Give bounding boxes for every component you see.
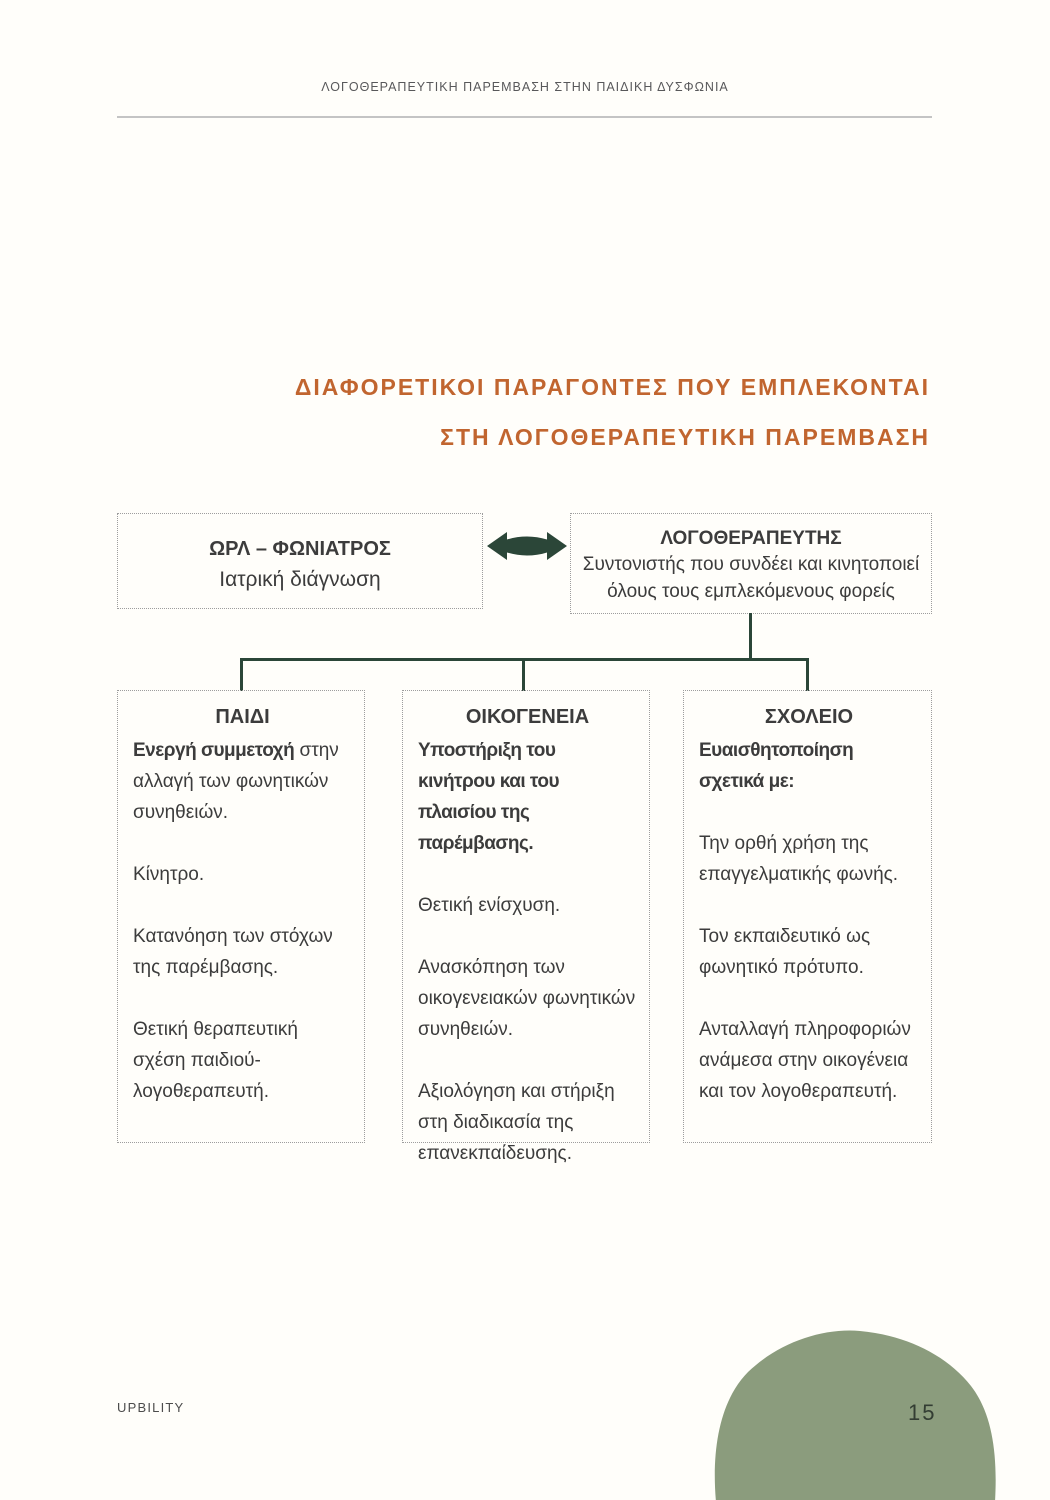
column-paragraph: Υποστήριξη του κινήτρου και του πλαισίου της παρέμβασης. bbox=[418, 740, 560, 854]
page-number: 15 bbox=[908, 1400, 937, 1425]
box-slt-subtitle: Συντονιστής που συνδέει και κινητοποιεί όλους τους εμπλεκόμενους φορείς bbox=[582, 554, 920, 602]
column-title-sxoleio: ΣΧΟΛΕΙΟ bbox=[764, 706, 854, 728]
connector-feeder-line bbox=[749, 613, 752, 660]
column-paragraph: Τον εκπαιδευτικό ως φωνητικό πρότυπο. bbox=[699, 926, 871, 978]
connector-drop-line-family bbox=[522, 658, 525, 691]
column-paragraph: Κίνητρο. bbox=[133, 864, 205, 885]
column-box-oikogeneia bbox=[402, 690, 650, 1164]
column-title-paidi: ΠΑΙΔΙ bbox=[215, 706, 270, 728]
box-orl-subtitle: Ιατρική διάγνωση bbox=[219, 568, 381, 591]
column-paragraph: Ενεργή συμμετοχή στην αλλαγή των φωνητικών συνηθειών. bbox=[133, 740, 339, 823]
chapter-title-line1: ΔΙΑΦΟΡΕΤΙΚΟΙ ΠΑΡΑΓΟΝΤΕΣ ΠΟΥ ΕΜΠΛΕΚΟΝΤΑΙ bbox=[294, 374, 930, 400]
box-orl-phoniatros bbox=[117, 513, 483, 609]
decorative-green-blob bbox=[708, 1328, 1002, 1500]
chapter-title bbox=[170, 376, 930, 449]
column-title-oikogeneia: ΟΙΚΟΓΕΝΕΙΑ bbox=[465, 706, 590, 728]
column-paragraph: Θετική θεραπευτική σχέση παιδιού-λογοθεραπευτή. bbox=[133, 1019, 298, 1102]
column-paragraph: Ευαισθητοποίηση σχετικά με: bbox=[699, 740, 854, 792]
running-header: ΛΟΓΟΘΕΡΑΠΕΥΤΙΚΗ ΠΑΡΕΜΒΑΣΗ ΣΤΗΝ ΠΑΙΔΙΚΗ ΔΥΣΦΩΝΙΑ bbox=[321, 80, 729, 94]
chapter-title-line2: ΣΤΗ ΛΟΓΟΘΕΡΑΠΕΥΤΙΚΗ ΠΑΡΕΜΒΑΣΗ bbox=[440, 424, 930, 450]
header-rule bbox=[117, 116, 932, 118]
connector-drop-line-child bbox=[240, 658, 243, 691]
column-paragraph: Θετική ενίσχυση. bbox=[418, 895, 561, 916]
column-paragraph: Αξιολόγηση και στήριξη στη διαδικασία της επανεκπαίδευσης. bbox=[418, 1081, 615, 1164]
column-paragraph: Ανταλλαγή πληροφοριών ανάμεσα στην οικογένεια και τον λογοθεραπευτή. bbox=[699, 1019, 911, 1102]
double-arrow-icon bbox=[486, 529, 568, 563]
box-logotherapeutis bbox=[570, 513, 932, 614]
footer-brand: UPBILITY bbox=[117, 1400, 185, 1415]
box-slt-title: ΛΟΓΟΘΕΡΑΠΕΥΤΗΣ bbox=[660, 528, 842, 549]
column-paragraph: Ανασκόπηση των οικογενειακών φωνητικών συνηθειών. bbox=[418, 957, 636, 1040]
connector-drop-line-school bbox=[806, 658, 809, 691]
column-box-paidi bbox=[117, 690, 365, 1143]
column-box-sxoleio bbox=[683, 690, 932, 1143]
box-orl-title: ΩΡΛ – ΦΩΝΙΑΤΡΟΣ bbox=[209, 538, 391, 560]
column-paragraph: Κατανόηση των στόχων της παρέμβασης. bbox=[133, 926, 333, 978]
column-paragraph: Την ορθή χρήση της επαγγελματικής φωνής. bbox=[699, 833, 899, 885]
